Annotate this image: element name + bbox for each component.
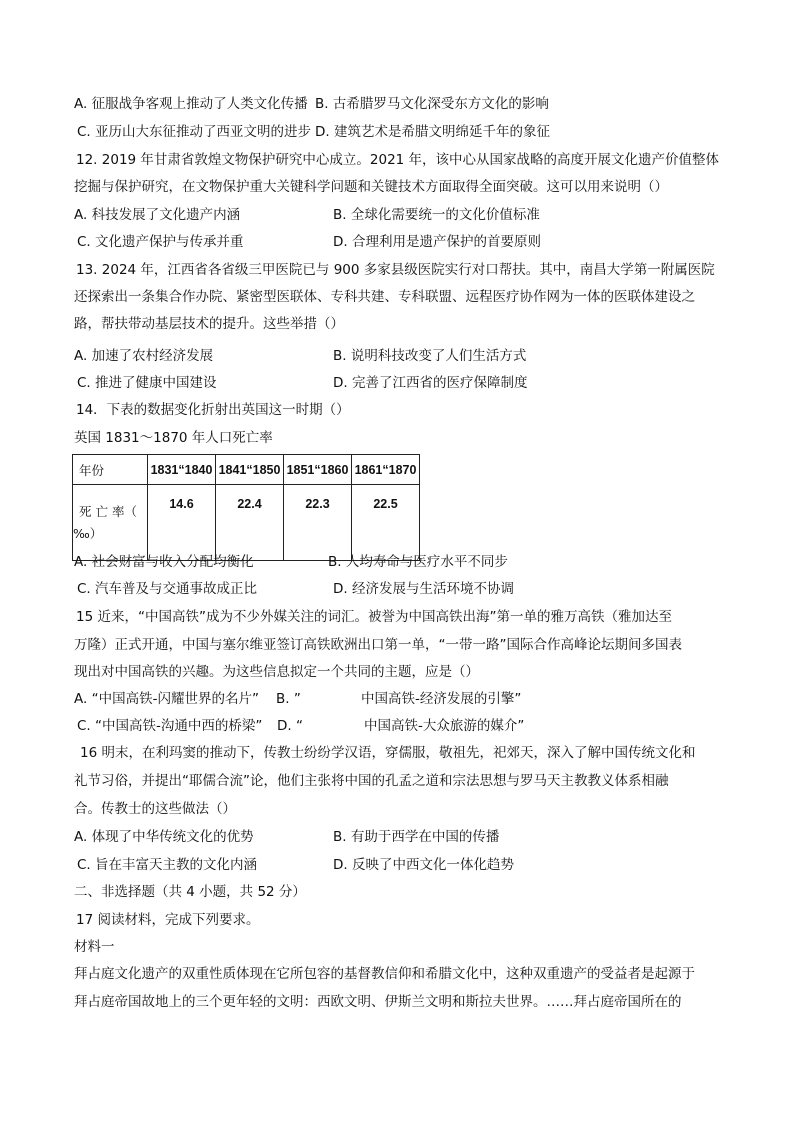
q12-options-row-1	[0, 205, 793, 225]
table-row-label-line-1: 死 亡 率（	[79, 503, 137, 519]
q14-option-b: B. 人均寿命与医疗水平不同步	[328, 554, 508, 570]
q16-option-b: B. 有助于西学在中国的传播	[333, 829, 500, 845]
table-value-3: 22.3	[284, 485, 352, 561]
q14-stem: 14．下表的数据变化折射出英国这一时期（）	[76, 402, 350, 418]
q13-stem-line-2: 还探索出一条集合作办院、紧密型医联体、专科共建、专科联盟、远程医疗协作网为一体的医联体建设之	[74, 289, 695, 305]
q11-option-b: B. 古希腊罗马文化深受东方文化的影响	[315, 96, 549, 112]
table-row-label	[73, 485, 148, 561]
q13-stem-line-1: 13. 2024 年，江西省各省级三甲医院已与 900 多家县级医院实行对口帮扶。其中，南昌大学第一附属医院	[76, 262, 715, 278]
material-1-label: 材料一	[74, 939, 115, 955]
table-row-label-line-2: ‰）	[73, 525, 103, 541]
table-period-4: 1861“1870	[352, 455, 420, 485]
q12-option-c: C. 文化遗产保护与传承并重	[77, 234, 244, 250]
table-header-row	[73, 455, 420, 485]
table-value-2: 22.4	[216, 485, 284, 561]
q14-option-a: A. 社会财富与收入分配均衡化	[74, 554, 254, 570]
q13-option-b: B. 说明科技改变了人们生活方式	[333, 348, 527, 364]
q16-stem-line-2: 礼节习俗，并提出“耶儒合流”论，他们主张将中国的孔孟之道和宗法思想与罗马天主教教义体系相融	[74, 773, 669, 789]
q16-stem-line-3: 合。传教士的这些做法（）	[74, 801, 236, 817]
q15-option-a: A. “中国高铁-闪耀世界的名片”	[74, 691, 259, 707]
q16-option-a: A. 体现了中华传统文化的优势	[74, 829, 254, 845]
q12-options-row-2	[0, 232, 793, 252]
q12-stem-line-2: 挖掘与保护研究，在文物保护重大关键科学问题和关键技术方面取得全面突破。这可以用来说明（）	[74, 179, 668, 195]
q11-options-row-1	[0, 94, 793, 114]
q15-stem-line-1: 15 近来，“中国高铁”成为不少外媒关注的词汇。被誉为中国高铁出海”第一单的雅万高铁（雅加达至	[76, 609, 672, 625]
q13-option-c: C. 推进了健康中国建设	[77, 375, 217, 391]
q15-option-c: C. “中国高铁-沟通中西的桥梁”	[77, 718, 263, 734]
q12-option-b: B. 全球化需要统一的文化价值标准	[333, 207, 540, 223]
q13-options-row-1	[0, 346, 793, 366]
q11-options-row-2	[0, 122, 793, 142]
table-header-year: 年份	[73, 455, 148, 485]
q11-option-d: D. 建筑艺术是希腊文明绵延千年的象征	[315, 124, 550, 140]
q12-option-d: D. 合理利用是遗产保护的首要原则	[333, 234, 541, 250]
q15-stem-line-3: 现出对中国高铁的兴趣。为这些信息拟定一个共同的主题，应是（）	[74, 664, 479, 680]
q15-options-row-1	[0, 689, 793, 709]
q12-option-a: A. 科技发展了文化遗产内涵	[74, 207, 241, 223]
q13-option-a: A. 加速了农村经济发展	[74, 348, 214, 364]
q12-stem-line-1: 12. 2019 年甘肃省敦煌文物保护研究中心成立。2021 年，该中心从国家战略的高度开展文化遗产价值整体	[76, 152, 720, 168]
q15-option-b: 中国高铁-经济发展的引擎”	[361, 691, 522, 707]
q14-option-c: C. 汽车普及与交通事故成正比	[77, 581, 258, 597]
table-period-2: 1841“1850	[216, 455, 284, 485]
table-value-1: 14.6	[148, 485, 216, 561]
table-period-3: 1851“1860	[284, 455, 352, 485]
mortality-table	[72, 454, 420, 561]
table-period-1: 1831“1840	[148, 455, 216, 485]
q15-option-d-prefix: D. “	[277, 718, 303, 734]
material-1-line-1: 拜占庭文化遗产的双重性质体现在它所包容的基督教信仰和希腊文化中，这种双重遗产的受益者是起源于	[74, 966, 695, 982]
q14-option-d: D. 经济发展与生活环境不协调	[333, 581, 514, 597]
q16-options-row-1	[0, 827, 793, 847]
table-value-4: 22.5	[352, 485, 420, 561]
q16-option-d: D. 反映了中西文化一体化趋势	[333, 857, 514, 873]
q13-stem-line-3: 路，帮扶带动基层技术的提升。这些举措（）	[74, 316, 344, 332]
q14-options-row-1	[0, 552, 793, 572]
q15-stem-line-2: 万隆）正式开通，中国与塞尔维亚签订高铁欧洲出口第一单，“一带一路”国际合作高峰论坛期间多国表	[74, 637, 682, 653]
q13-option-d: D. 完善了江西省的医疗保障制度	[333, 375, 528, 391]
q15-option-d: 中国高铁-大众旅游的媒介”	[364, 718, 525, 734]
section-2-heading: 二、非选择题（共 4 小题，共 52 分）	[74, 884, 306, 900]
q11-option-c: C. 亚历山大东征推动了西亚文明的进步	[77, 124, 312, 140]
q16-options-row-2	[0, 855, 793, 875]
q13-options-row-2	[0, 373, 793, 393]
q14-table-caption: 英国 1831～1870 年人口死亡率	[74, 430, 273, 446]
q16-option-c: C. 旨在丰富天主教的文化内涵	[77, 857, 258, 873]
q17-stem: 17 阅读材料，完成下列要求。	[76, 912, 260, 928]
table-data-row	[73, 485, 420, 561]
q16-stem-line-1: 16 明末，在利玛窦的推动下，传教士纷纷学汉语，穿儒服，敬祖先，祀郊天，深入了解中国传统文化和	[80, 745, 696, 761]
material-1-line-2: 拜占庭帝国故地上的三个更年轻的文明：西欧文明、伊斯兰文明和斯拉夫世界。……拜占庭帝国所在的	[74, 994, 682, 1010]
q11-option-a: A. 征服战争客观上推动了人类文化传播	[74, 96, 308, 112]
q15-option-b-prefix: B. ”	[276, 691, 301, 707]
q15-options-row-2	[0, 716, 793, 736]
q14-options-row-2	[0, 579, 793, 599]
